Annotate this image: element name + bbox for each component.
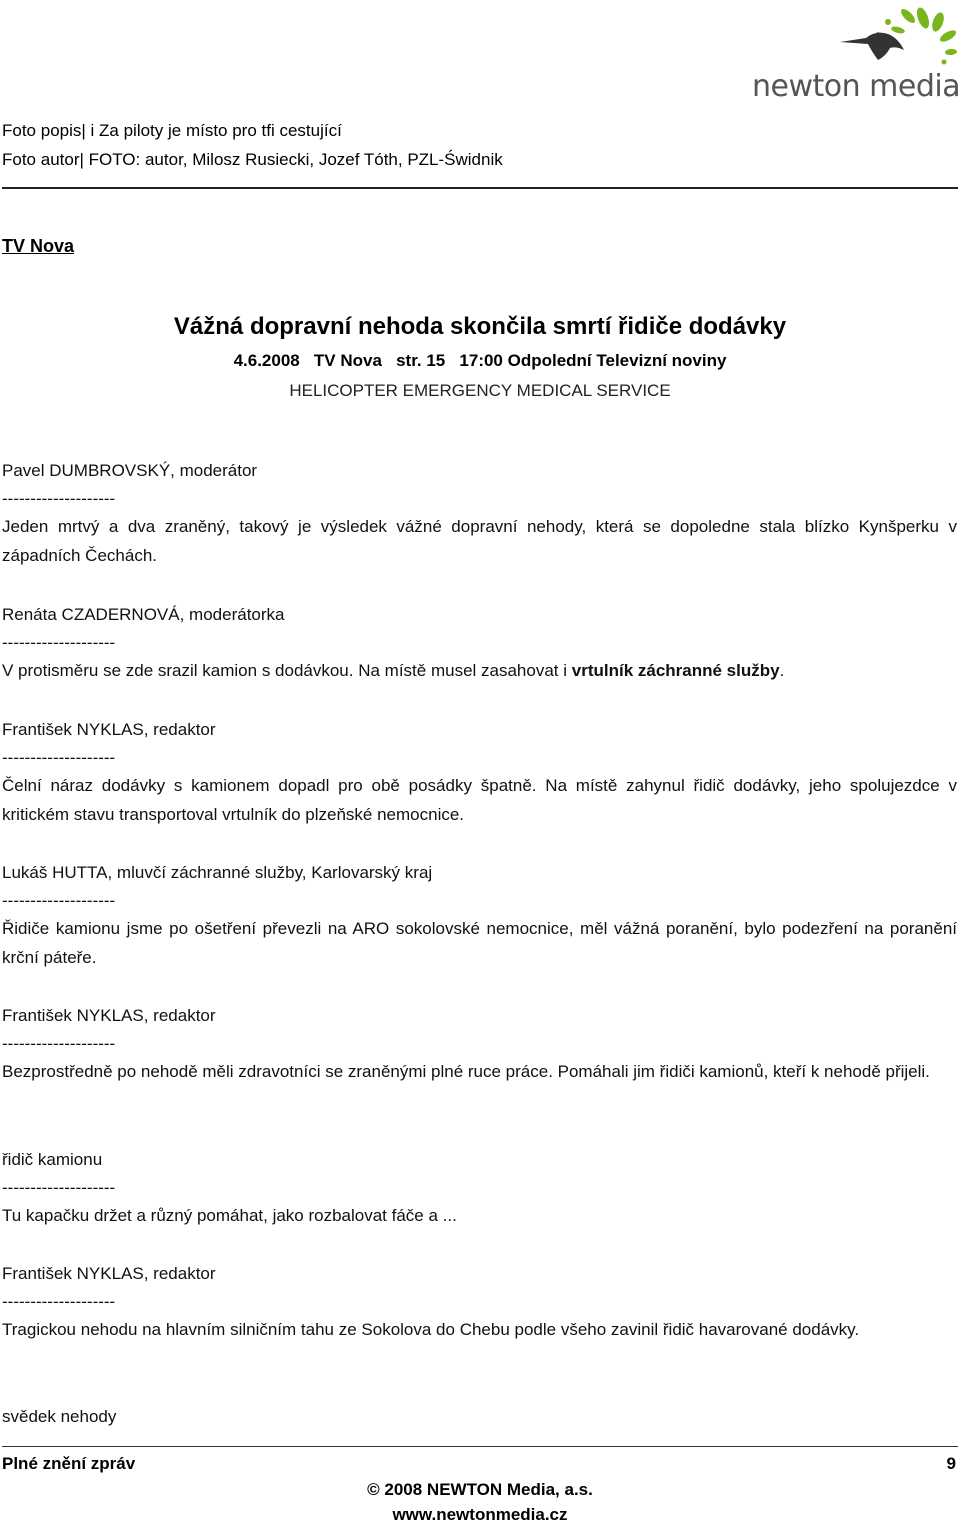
footer-divider xyxy=(2,1446,958,1447)
article-meta: 4.6.2008 TV Nova str. 15 17:00 Odpolední Televizní noviny xyxy=(233,351,727,370)
footer-url[interactable]: www.newtonmedia.cz xyxy=(392,1505,568,1524)
transcript-text: Řidiče kamionu jsme po ošetření převezli na ARO sokolovské nemocnice, měl vážná poranění, bylo podezření na poranění krční páteře. xyxy=(2,919,957,967)
footer-copyright: © 2008 NEWTON Media, a.s. xyxy=(367,1480,593,1499)
logo-wordmark: newton media xyxy=(752,69,960,104)
footer-label: Plné znění zpráv xyxy=(2,1454,136,1473)
transcript-block xyxy=(2,460,957,570)
transcript-block xyxy=(2,1263,957,1344)
header-divider xyxy=(2,187,958,189)
speaker-name: svědek nehody xyxy=(2,1407,117,1426)
photo-author: Foto autor| FOTO: autor, Milosz Rusiecki, Jozef Tóth, PZL-Świdnik xyxy=(2,150,503,169)
emphasis-text: vrtulník záchranné služby xyxy=(571,661,780,680)
dash-separator: -------------------- xyxy=(2,891,116,910)
speaker-name: František NYKLAS, redaktor xyxy=(2,1006,216,1025)
transcript-block xyxy=(2,719,957,829)
transcript-text: Bezprostředně po nehodě měli zdravotníci se zraněnými plné ruce práce. Pomáhali jim řidiči kamionů, kteří k nehodě přijeli. xyxy=(2,1062,930,1081)
speaker-name: Lukáš HUTTA, mluvčí záchranné služby, Karlovarský kraj xyxy=(2,863,433,882)
dash-separator: -------------------- xyxy=(2,633,116,652)
page-number: 9 xyxy=(946,1454,956,1473)
dash-separator: -------------------- xyxy=(2,1178,116,1197)
transcript-text: Jeden mrtvý a dva zraněný, takový je výsledek vážné dopravní nehody, která se dopoledne stala blízko Kynšperku v západních Čechách. xyxy=(2,517,957,565)
speaker-name: František NYKLAS, redaktor xyxy=(2,1264,216,1283)
speaker-name: František NYKLAS, redaktor xyxy=(2,720,216,739)
transcript-block xyxy=(2,1149,957,1230)
speaker-name: Renáta CZADERNOVÁ, moderátorka xyxy=(2,605,285,624)
photo-caption: Foto popis| i Za piloty je místo pro tfi cestující xyxy=(2,121,342,140)
speaker-name: řidič kamionu xyxy=(2,1150,103,1169)
speaker-name: Pavel DUMBROVSKÝ, moderátor xyxy=(2,461,258,480)
dash-separator: -------------------- xyxy=(2,748,116,767)
newton-media-logo xyxy=(748,4,958,110)
program-name: HELICOPTER EMERGENCY MEDICAL SERVICE xyxy=(289,381,671,400)
transcript-text: Tragickou nehodu na hlavním silničním tahu ze Sokolova do Chebu podle všeho zavinil řidič havarované dodávky. xyxy=(2,1320,860,1339)
transcript-block xyxy=(2,604,957,685)
transcript-block xyxy=(2,862,957,972)
dash-separator: -------------------- xyxy=(2,1034,116,1053)
article-title: Vážná dopravní nehoda skončila smrtí řidiče dodávky xyxy=(173,313,787,340)
transcript-text: V protisměru se zde srazil kamion s dodávkou. Na místě musel zasahovat i vrtulník záchranné služby. xyxy=(2,661,785,680)
transcript-block xyxy=(2,1406,957,1428)
dash-separator: -------------------- xyxy=(2,489,116,508)
dash-separator: -------------------- xyxy=(2,1292,116,1311)
transcript-block xyxy=(2,1005,957,1086)
hummingbird-icon xyxy=(748,4,958,74)
transcript-text: Čelní náraz dodávky s kamionem dopadl pro obě posádky špatně. Na místě zahynul řidič dodávky, jeho spolujezdce v kritickém stavu transportoval vrtulník do plzeňské nemocnice. xyxy=(2,776,957,824)
source-label: TV Nova xyxy=(2,236,75,256)
transcript-text: Tu kapačku držet a různý pomáhat, jako rozbalovat fáče a ... xyxy=(2,1206,457,1225)
